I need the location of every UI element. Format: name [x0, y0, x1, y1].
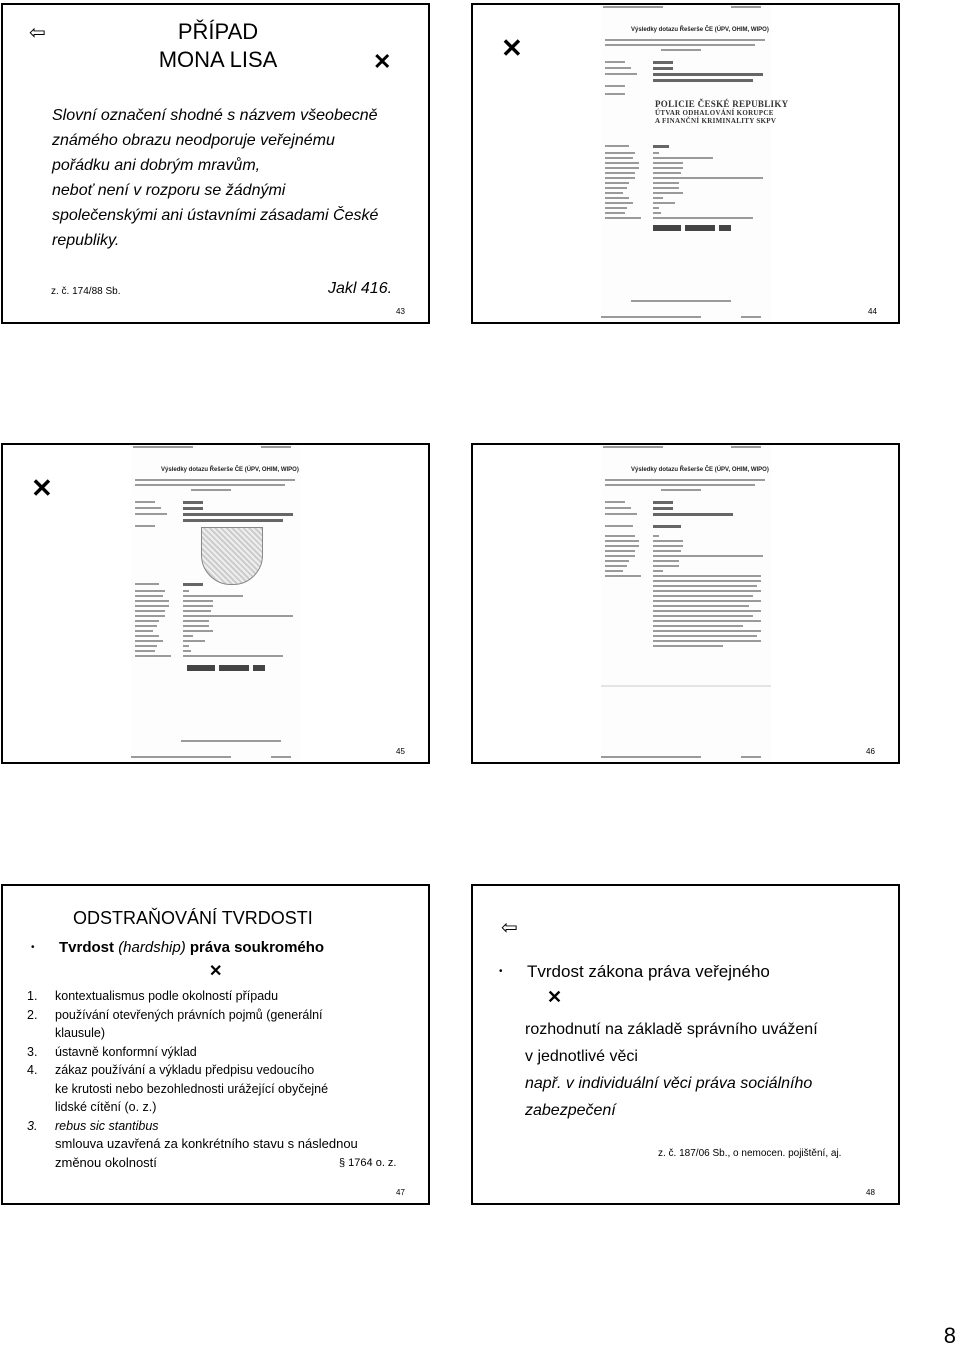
- slide-46: [471, 443, 900, 764]
- text-line: rozhodnutí na základě správního uvážení: [525, 1021, 818, 1038]
- section-reference: § 1764 o. z.: [339, 1156, 397, 1169]
- cross-icon: ✕: [209, 963, 223, 980]
- page-number: 8: [943, 1323, 956, 1348]
- quote-line: republiky.: [52, 232, 120, 249]
- list-item-cont: klausule): [55, 1026, 106, 1040]
- list-item: 2. používání otevřených právních pojmů (generální: [27, 1007, 323, 1022]
- list-item-cont: ke krutosti nebo bezohlednosti urážející obyčejné: [55, 1081, 329, 1096]
- org-line-1: POLICIE ČESKÉ REPUBLIKY: [655, 99, 789, 109]
- list-item: 1. kontextualismus podle okolností případu: [27, 989, 279, 1003]
- slide-number: 48: [866, 1188, 875, 1197]
- bullet-dot: •: [31, 942, 35, 953]
- title-line-2: MONA LISA: [158, 47, 278, 72]
- law-reference: z. č. 174/88 Sb.: [51, 286, 121, 297]
- discretion-text: [525, 1016, 818, 1124]
- author-reference: Jakl 416.: [328, 280, 393, 297]
- title-line-1: PŘÍPAD: [177, 19, 259, 44]
- doc-title: Výsledky dotazu Řešerše ČE (ÚPV, OHIM, WIPO): [161, 467, 299, 473]
- quote-line: známého obrazu neodporuje veřejnému: [52, 132, 335, 149]
- cross-icon: ✕: [501, 33, 523, 63]
- doc-title: Výsledky dotazu Řešerše ČE (ÚPV, OHIM, WIPO): [631, 467, 769, 473]
- quote-line: neboť není v rozporu se žádnými: [52, 182, 286, 199]
- scanned-document-image: [601, 445, 771, 764]
- law-reference: z. č. 187/06 Sb., o nemocen. pojištění, aj.: [658, 1148, 842, 1159]
- text-line: zabezpečení: [525, 1102, 616, 1119]
- slide-48: [471, 884, 900, 1205]
- bullet-head: Tvrdost: [59, 939, 115, 956]
- list-item: 4. zákaz používání a výkladu předpisu vedoucího: [27, 1063, 315, 1077]
- back-arrow-icon[interactable]: ⇦: [29, 22, 46, 44]
- scanned-document-image: [601, 5, 789, 324]
- cross-icon: ✕: [373, 49, 392, 74]
- slide-number: 46: [866, 747, 875, 756]
- scanned-document-image: [131, 445, 301, 764]
- slide-45: [1, 443, 430, 764]
- bullet-public-law-hardship: Tvrdost zákona práva veřejného: [527, 962, 770, 981]
- numbered-list: [27, 987, 427, 1172]
- back-arrow-icon[interactable]: ⇦: [501, 917, 518, 939]
- slide-number: 47: [396, 1188, 405, 1197]
- list-item: 3. ústavně konformní výklad: [27, 1044, 197, 1059]
- slide-number: 44: [868, 307, 877, 316]
- hardship-term: (hardship): [118, 939, 186, 956]
- bullet-tail: práva soukromého: [189, 939, 325, 956]
- org-line-3: A FINANČNÍ KRIMINALITY SKPV: [655, 117, 777, 125]
- slide-47: [1, 884, 430, 1205]
- slide-number: 45: [396, 747, 405, 756]
- quote: [52, 103, 378, 253]
- cross-icon: ✕: [31, 473, 53, 503]
- slide-number: 43: [396, 307, 405, 316]
- police-crest-icon: [201, 527, 263, 585]
- quote-line: pořádku ani dobrým mravům,: [52, 157, 261, 174]
- doc-title: Výsledky dotazu Řešerše ČE (ÚPV, OHIM, WIPO): [631, 27, 769, 33]
- org-line-2: ÚTVAR ODHALOVÁNÍ KORUPCE: [655, 109, 774, 117]
- cross-icon: ✕: [547, 987, 563, 1007]
- text-line: v jednotlivé věci: [525, 1048, 638, 1065]
- slide-title: [113, 18, 323, 74]
- slide-44: [471, 3, 900, 324]
- bullet-dot: •: [499, 966, 503, 977]
- quote-line: Slovní označení shodné s názvem všeobecně: [52, 107, 378, 124]
- quote-line: společenskými ani ústavními zásadami České: [52, 207, 379, 224]
- list-item: 3. rebus sic stantibus: [27, 1118, 159, 1133]
- text-line: např. v individuální věci práva sociálního: [525, 1075, 813, 1092]
- slide-43: [1, 3, 430, 324]
- list-item-cont: lidské cítění (o. z.): [55, 1100, 157, 1114]
- slide-title: ODSTRAŇOVÁNÍ TVRDOSTI: [73, 908, 313, 928]
- contract-line-2: změnou okolností § 1764 o. z.: [27, 1154, 427, 1173]
- contract-line: smlouva uzavřená za konkrétního stavu s následnou: [55, 1136, 358, 1151]
- bullet-private-law-hardship: [59, 939, 324, 956]
